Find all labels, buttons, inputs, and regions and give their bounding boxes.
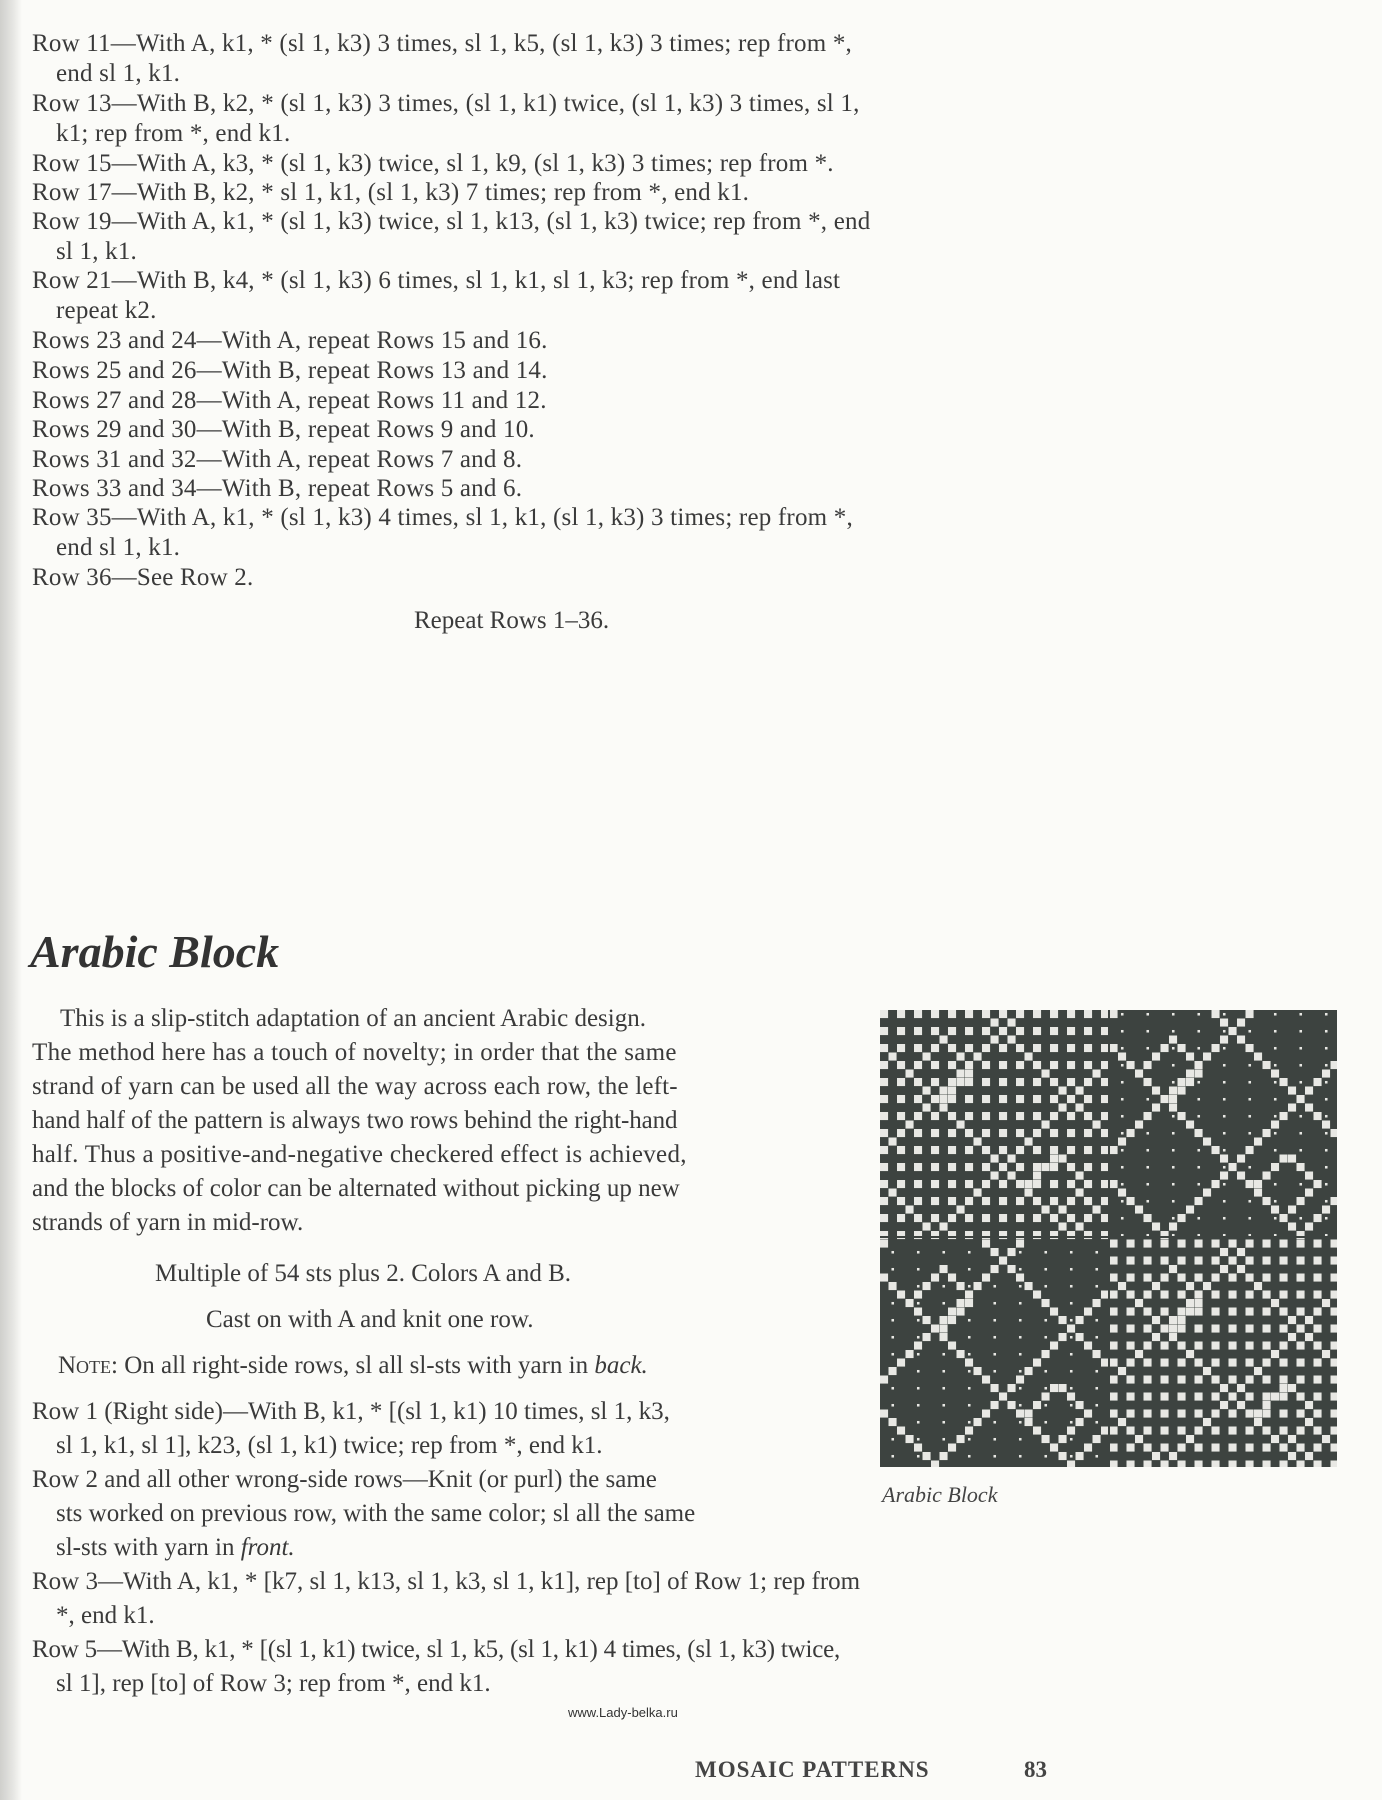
note-line [58, 1352, 648, 1380]
rows-33-34: Rows 33 and 34—With B, repeat Rows 5 and 6. [32, 475, 523, 502]
page-gutter-shadow [0, 0, 22, 1800]
note-label: Note: [58, 1352, 118, 1379]
row-2-emphasis: front. [240, 1534, 295, 1561]
row-36: Row 36—See Row 2. [32, 564, 254, 591]
row-35-line-1: Row 35—With A, k1, * (sl 1, k3) 4 times, sl 1, k1, (sl 1, k3) 3 times; rep from *, [32, 504, 853, 531]
row-2-text: sl-sts with yarn in [56, 1534, 241, 1561]
rows-25-26: Rows 25 and 26—With B, repeat Rows 13 and 14. [32, 357, 548, 384]
intro-line: The method here has a touch of novelty; in order that the same [32, 1039, 677, 1066]
intro-line: strand of yarn can be used all the way across each row, the left- [32, 1073, 678, 1100]
row-3-line-2: *, end k1. [56, 1602, 155, 1629]
row-1-line-2: sl 1, k1, sl 1], k23, (sl 1, k1) twice; rep from *, end k1. [56, 1432, 603, 1459]
row-1-line-1: Row 1 (Right side)—With B, k1, * [(sl 1, k1) 10 times, sl 1, k3, [32, 1398, 670, 1425]
note-text: On all right-side rows, sl all sl-sts with yarn in [118, 1352, 595, 1379]
running-head: MOSAIC PATTERNS [695, 1757, 930, 1782]
row-3-line-1: Row 3—With A, k1, * [k7, sl 1, k13, sl 1, k3, sl 1, k1], rep [to] of Row 1; rep from [32, 1568, 861, 1595]
section-title: Arabic Block [30, 926, 280, 977]
rows-27-28: Rows 27 and 28—With A, repeat Rows 11 and 12. [32, 387, 547, 414]
row-21-line-2: repeat k2. [56, 297, 157, 324]
row-5-line-2: sl 1], rep [to] of Row 3; rep from *, end k1. [56, 1670, 491, 1697]
watermark: www.Lady-belka.ru [568, 1705, 678, 1720]
row-19-line-1: Row 19—With A, k1, * (sl 1, k3) twice, sl 1, k13, (sl 1, k3) twice; rep from *, end [32, 208, 871, 235]
row-13-line-1: Row 13—With B, k2, * (sl 1, k3) 3 times, (sl 1, k1) twice, (sl 1, k3) 3 times, sl 1, [32, 90, 860, 117]
note-emphasis: back. [594, 1352, 648, 1379]
repeat-note: Repeat Rows 1–36. [414, 607, 610, 634]
intro-line: half. Thus a positive-and-negative checkered effect is achieved, [32, 1141, 687, 1168]
row-19-line-2: sl 1, k1. [56, 238, 137, 265]
row-35-line-2: end sl 1, k1. [56, 534, 181, 561]
row-21-line-1: Row 21—With B, k4, * (sl 1, k3) 6 times, sl 1, k1, sl 1, k3; rep from *, end last [32, 267, 841, 294]
row-17: Row 17—With B, k2, * sl 1, k1, (sl 1, k3) 7 times; rep from *, end k1. [32, 179, 750, 206]
intro-line: hand half of the pattern is always two rows behind the right-hand [32, 1107, 678, 1134]
multiple-note: Multiple of 54 sts plus 2. Colors A and B. [155, 1260, 572, 1287]
rows-29-30: Rows 29 and 30—With B, repeat Rows 9 and 10. [32, 416, 535, 443]
row-2-line-1: Row 2 and all other wrong-side rows—Knit (or purl) the same [32, 1466, 657, 1493]
swatch-pattern [880, 1010, 1337, 1467]
row-13-line-2: k1; rep from *, end k1. [56, 120, 291, 147]
rows-31-32: Rows 31 and 32—With A, repeat Rows 7 and 8. [32, 446, 523, 473]
row-5-line-1: Row 5—With B, k1, * [(sl 1, k1) twice, sl 1, k5, (sl 1, k1) 4 times, (sl 1, k3) twice, [32, 1636, 841, 1663]
intro-line: strands of yarn in mid-row. [32, 1209, 304, 1236]
figure-caption: Arabic Block [882, 1482, 998, 1507]
row-11-line-1: Row 11—With A, k1, * (sl 1, k3) 3 times, sl 1, k5, (sl 1, k3) 3 times; rep from *, [32, 30, 852, 57]
row-11-line-2: end sl 1, k1. [56, 60, 181, 87]
row-2-line-2: sts worked on previous row, with the same color; sl all the same [56, 1500, 696, 1527]
intro-line: and the blocks of color can be alternated without picking up new [32, 1175, 680, 1202]
page-number: 83 [1024, 1757, 1047, 1782]
row-15: Row 15—With A, k3, * (sl 1, k3) twice, sl 1, k9, (sl 1, k3) 3 times; rep from *. [32, 150, 834, 177]
swatch-photo [880, 1010, 1337, 1467]
rows-23-24: Rows 23 and 24—With A, repeat Rows 15 and 16. [32, 327, 548, 354]
row-2-line-3 [56, 1534, 295, 1562]
intro-line: This is a slip-stitch adaptation of an ancient Arabic design. [60, 1005, 646, 1032]
cast-on-note: Cast on with A and knit one row. [206, 1306, 534, 1333]
